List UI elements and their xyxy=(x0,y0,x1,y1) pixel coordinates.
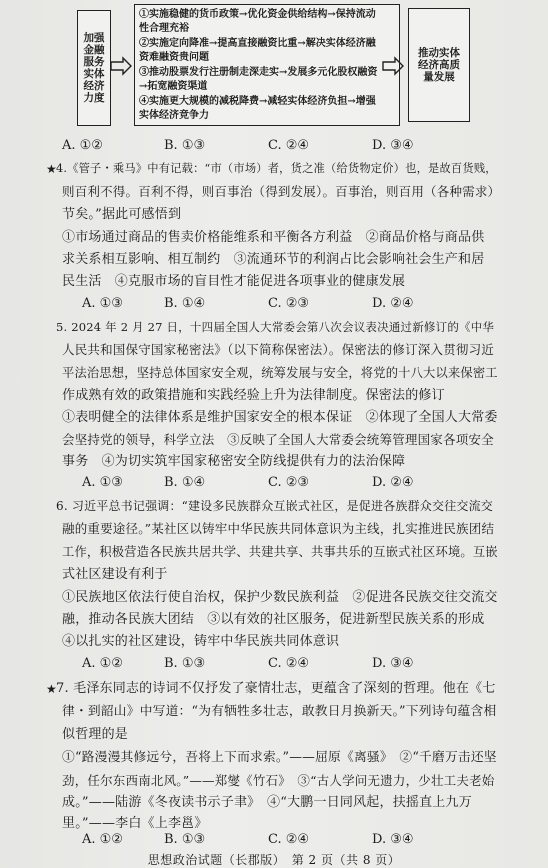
middle-line: ④实施更大规模的减税降费→减轻实体经济负担→增强 xyxy=(139,96,376,107)
q5-line: 平法治思想，坚持总体国家安全观，统筹发展与安全，将党的十八大以来保密工 xyxy=(62,366,498,380)
q4-option-a: A. ①③ xyxy=(82,296,123,311)
q3-option-b: B. ①③ xyxy=(164,138,206,153)
q7-line: 似哲理的是 xyxy=(62,727,129,742)
double-arrow-icon xyxy=(382,56,404,76)
diagram-left-box xyxy=(77,10,111,126)
q4-line: ①市场通过商品的售卖价格能维系和平衡各方利益 ②商品价格与商品供 xyxy=(62,230,485,245)
middle-line: 性合理充裕 xyxy=(139,23,189,34)
q5-option-a: A. ①③ xyxy=(82,475,123,490)
diagram-middle-box xyxy=(134,4,400,126)
q7-line: 里。”——李白《上李邕》 xyxy=(62,816,208,831)
q3-option-a: A. ①② xyxy=(62,138,103,153)
q5-line: 人民共和国保守国家秘密法》（以下简称保密法）。保密法的修订深入贯彻习近 xyxy=(62,342,495,357)
middle-line: 实体经济竞争力 xyxy=(139,110,209,121)
q5-option-c: C. ②③ xyxy=(268,475,310,490)
q6-line: 6. 习近平总书记强调：“建设多民族群众互嵌式社区，是促进各族群众交往交流交 xyxy=(56,499,494,513)
flow-diagram xyxy=(74,2,472,128)
q6-option-b: B. ①③ xyxy=(164,656,206,671)
q4-line: 求关系相互影响、相互制约 ③流通环节的利润占比会影响社会生产和居 xyxy=(62,252,485,267)
q3-option-d: D. ③④ xyxy=(372,138,414,153)
q4-option-d: D. ②④ xyxy=(372,296,414,311)
q5-line: 事务 ④为切实筑牢国家秘密安全防线提供有力的法治保障 xyxy=(62,454,406,469)
page-footer: 思想政治试题（长郡版） 第 2 页（共 8 页） xyxy=(147,853,401,867)
q5-line: 会坚持党的领导，科学立法 ③反映了全国人大常委会统筹管理国家各项安全 xyxy=(62,432,494,447)
q5-option-d: D. ②④ xyxy=(372,475,414,490)
q5-option-b: B. ①④ xyxy=(164,475,206,490)
q6-option-d: D. ③④ xyxy=(372,656,414,671)
q7-option-b: B. ①③ xyxy=(164,832,206,847)
q5-line: 作成熟有效的政策措施和实践经验上升为法律制度。保密法的修订 xyxy=(62,388,445,403)
double-arrow-icon xyxy=(110,56,132,76)
middle-line: 资难融资贵问题 xyxy=(139,52,209,63)
middle-line: ③推动股票发行注册制走深走实→发展多元化股权融资 xyxy=(139,67,378,78)
left-box-text: 加强金融服务实体经济力度 xyxy=(83,32,105,104)
q7-line: ①“路漫漫其修远兮，吾将上下而求索。”——屈原《离骚》 ②“千磨万击还坚 xyxy=(62,750,497,765)
star-mark: ★ xyxy=(46,682,57,696)
q6-line: 工作，积极营造各民族共居共学、共建共享、共事共乐的互嵌式社区环境。互嵌 xyxy=(62,545,498,559)
q7-line: 7. 毛泽东同志的诗词不仅抒发了豪情壮志，更蕴含了深刻的哲理。他在《七 xyxy=(56,681,496,696)
q6-line: ④以扎实的社区建设，铸牢中华民族共同体意识 xyxy=(62,634,340,649)
star-mark: ★ xyxy=(46,162,57,176)
q7-option-c: C. ②④ xyxy=(268,832,310,847)
diagram-right-box xyxy=(408,8,470,122)
q4-line: 节矣。”据此可感悟到 xyxy=(62,207,182,222)
q4-line: 4.《管子・乘马》中有记载：“市（市场）者，货之准（给货物定价）也，是故百货贱， xyxy=(56,162,497,175)
q7-line: 律・到韶山》中写道：“为有牺牲多壮志，敢教日月换新天。”下列诗句蕴含相 xyxy=(62,704,497,719)
q7-line: 劲，任尔东西南北风。”——郑燮《竹石》 ③“古人学问无遗力，少壮工夫老始 xyxy=(62,773,495,788)
q6-line: 式社区建设有利于 xyxy=(62,567,168,582)
q6-line: 融的重要途径。”某社区以铸牢中华民族共同体意识为主线，扎实推进民族团结 xyxy=(62,521,495,536)
q7-option-a: A. ①② xyxy=(82,832,123,847)
middle-line: ②实施定向降准→提高直接融资比重→解决实体经济融 xyxy=(139,38,376,49)
q7-option-d: D. ③④ xyxy=(372,832,414,847)
q6-line: 融，推动各民族大团结 ③以有效的社区服务，促进新型民族关系的形成 xyxy=(62,612,485,627)
q4-line: 民生活 ④克服市场的盲目性才能促进各项事业的健康发展 xyxy=(62,274,406,289)
middle-line: ①实施稳健的货币政策→优化资金供给结构→保持流动 xyxy=(139,9,376,20)
q4-option-b: B. ①④ xyxy=(164,296,206,311)
right-box-text: 推动实体经济高质量发展 xyxy=(418,47,460,83)
q6-line: ①民族地区依法行使自治权，保护少数民族利益 ②促进各民族交往交流交 xyxy=(62,590,498,605)
q7-line: 成。”——陆游《冬夜读书示子聿》 ④“大鹏一日同风起，扶摇直上九万 xyxy=(62,795,472,810)
q4-line: 则百利不得。百利不得，则百事治（得到发展）。百事治，则百用（各种需求） xyxy=(62,184,501,199)
q5-line: 5. 2024 年 2 月 27 日，十四届全国人大常委会第八次会议表决通过新修订的《中华 xyxy=(56,320,495,334)
q6-option-a: A. ①② xyxy=(82,656,123,671)
q6-option-c: C. ②④ xyxy=(268,656,310,671)
middle-line: →拓宽融资渠道 xyxy=(139,81,208,92)
q4-option-c: C. ②③ xyxy=(268,296,310,311)
q5-line: ①表明健全的法律体系是维护国家安全的根本保证 ②体现了全国人大常委 xyxy=(62,410,498,425)
q3-option-c: C. ②④ xyxy=(268,138,310,153)
